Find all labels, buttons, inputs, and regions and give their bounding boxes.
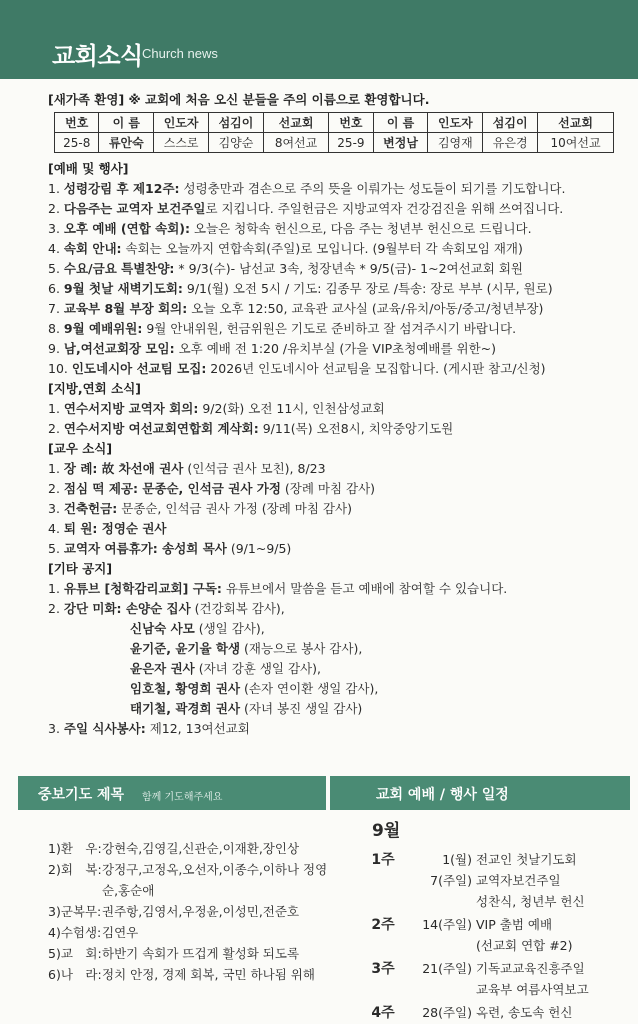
item-number: 5. (48, 541, 64, 556)
flower-donor-reason: (재능으로 봉사 감사), (240, 641, 363, 656)
item-number: 4. (48, 521, 64, 536)
item-number: 2. (48, 421, 64, 436)
item-title: 9월 첫날 새벽기도회: (63, 281, 183, 296)
item-title: 점심 떡 제공: 문종순, 인석금 권사 가정 (63, 481, 281, 496)
list-item (48, 619, 618, 639)
schedule-week (358, 958, 628, 1000)
prayer-subtitle: 함께 기도해주세요 (142, 792, 223, 803)
prayer-row (48, 859, 338, 901)
column-header: 인도자 (428, 113, 483, 133)
item-number: 3. (48, 501, 64, 516)
prayer-row (48, 943, 338, 964)
flower-donor-reason: (자녀 봉진 생일 감사) (240, 701, 363, 716)
week-entries (408, 849, 628, 912)
entry-text: 옥련, 송도속 헌신 (476, 1005, 573, 1020)
item-title: 인도네시아 선교팀 모집: (71, 361, 207, 376)
schedule-entry (408, 891, 628, 912)
worship-list (48, 179, 618, 379)
schedule-title: 교회 예배 / 행사 일정 (376, 787, 509, 803)
item-number: 10. (48, 361, 72, 376)
schedule-week (358, 1002, 628, 1024)
flower-donor-name: 윤기준, 윤기율 학생 (130, 641, 241, 656)
news-content (48, 90, 618, 739)
list-item (48, 539, 618, 559)
entry-text: 교역자보건주일 (476, 873, 561, 888)
bottom-panels (18, 776, 630, 1021)
table-cell: 변정남 (373, 133, 428, 153)
schedule-week (358, 914, 628, 956)
prayer-text: 권주항,김영서,우정윤,이성민,전준호 (102, 904, 300, 919)
column-header: 이 름 (373, 113, 428, 133)
prayer-category: 2)회 복: (48, 862, 102, 877)
schedule-week (358, 849, 628, 912)
worship-heading: [예배 및 행사] (48, 161, 129, 176)
flower-donor-name: 신남숙 사모 (130, 621, 195, 636)
week-entries (408, 914, 628, 956)
list-item (48, 299, 618, 319)
item-number: 1. (48, 401, 64, 416)
column-header: 섬김이 (209, 113, 264, 133)
prayer-category: 1)환 우: (48, 841, 102, 856)
list-item (48, 459, 618, 479)
item-title: 속회 안내: (63, 241, 122, 256)
list-item (48, 239, 618, 259)
item-text: (장례 마침 감사) (280, 481, 376, 496)
table-cell: 류안숙 (99, 133, 154, 153)
prayer-list (48, 838, 338, 985)
list-item (48, 279, 618, 299)
flower-donor-name: 임호철, 황영희 권사 (130, 681, 241, 696)
list-item (48, 679, 618, 699)
item-text: 오늘은 청학속 헌신으로, 다음 주는 청년부 헌신으로 드립니다. (190, 221, 532, 236)
item-number: 3. (48, 721, 64, 736)
item-text: * 9/3(수)- 남선교 3속, 청장년속 * 9/5(금)- 1~2여선교회 회원 (174, 261, 523, 276)
week-label: 2주 (371, 917, 395, 933)
column-header: 번호 (329, 113, 373, 133)
entry-date (408, 979, 476, 1000)
district-heading: [지방,연회 소식] (48, 381, 141, 396)
newcomers-heading (48, 90, 618, 110)
item-number: 3. (48, 221, 64, 236)
week-entries (408, 958, 628, 1000)
item-number: 7. (48, 301, 64, 316)
list-item (48, 699, 618, 719)
item-number: 1. (48, 181, 64, 196)
newcomers-table (54, 112, 614, 153)
prayer-category: 3)군복무: (48, 904, 102, 919)
item-title: 오후 예배 (연합 속회): (63, 221, 190, 236)
prayer-row (48, 964, 338, 985)
item-text: 9/2(화) 오전 11시, 인천삼성교회 (198, 401, 385, 416)
schedule-entry (408, 935, 628, 956)
item-number: 2. (48, 601, 64, 616)
newcomers-label: [새가족 환영] (48, 92, 125, 107)
list-item (48, 199, 618, 219)
table-cell: 유은경 (483, 133, 538, 153)
table-cell: 김양순 (209, 133, 264, 153)
entry-date: 7(주일) (430, 873, 472, 888)
list-item (48, 359, 618, 379)
column-header: 선교회 (538, 113, 614, 133)
schedule-entry (408, 1002, 628, 1023)
list-item (48, 399, 618, 419)
item-text: 성령충만과 겸손으로 주의 뜻을 이뤄가는 성도들이 되기를 기도합니다. (179, 181, 566, 196)
flower-donor-name: 손양순 집사 (121, 601, 191, 616)
table-cell: 김영재 (428, 133, 483, 153)
week-entries (408, 1002, 628, 1024)
list-item (48, 319, 618, 339)
list-item (48, 419, 618, 439)
item-text: 9/11(목) 오전8시, 치악중앙기도원 (258, 421, 454, 436)
schedule-entry (408, 849, 628, 870)
item-text: (9/1~9/5) (226, 541, 292, 556)
list-item (48, 219, 618, 239)
item-number: 5. (48, 261, 64, 276)
entry-date: 14(주일) (422, 917, 472, 932)
item-title: 건축헌금: (63, 501, 118, 516)
entry-date: 21(주일) (422, 961, 472, 976)
flower-donor-reason: (건강회복 감사), (190, 601, 285, 616)
table-cell: 10여선교 (538, 133, 614, 153)
week-label: 1주 (371, 852, 395, 868)
table-cell: 25-8 (55, 133, 99, 153)
column-header: 선교회 (263, 113, 328, 133)
list-item (48, 179, 618, 199)
column-header: 이 름 (99, 113, 154, 133)
list-item (48, 479, 618, 499)
prayer-text: 하반기 속회가 뜨겁게 활성화 되도록 (102, 946, 300, 961)
entry-text: 전교인 첫날기도회 (476, 852, 577, 867)
other-heading: [기타 공지] (48, 561, 113, 576)
item-title: 남,여선교회장 모임: (63, 341, 175, 356)
item-text: 문종순, 인석금 권사 가정 (장례 마침 감사) (117, 501, 352, 516)
item-title: 유튜브 [청학감리교회] 구독: (63, 581, 222, 596)
item-title: 연수서지방 교역자 회의: (63, 401, 199, 416)
item-number: 2. (48, 201, 64, 216)
column-header: 인도자 (154, 113, 209, 133)
header-bar (0, 0, 638, 79)
list-item (48, 259, 618, 279)
district-list (48, 399, 618, 439)
prayer-category: 6)나 라: (48, 967, 102, 982)
table-cell: 25-9 (329, 133, 373, 153)
prayer-row (48, 901, 338, 922)
week-label: 3주 (371, 961, 395, 977)
flower-donor-reason: (자녀 강훈 생일 감사), (194, 661, 321, 676)
item-title: 주일 식사봉사: (63, 721, 146, 736)
entry-text: VIP 출범 예배 (476, 917, 553, 932)
flower-donor-name: 윤은자 권사 (130, 661, 195, 676)
item-text: 오후 예배 전 1:20 /유치부실 (가을 VIP초청예배를 위한~) (174, 341, 497, 356)
item-text: 오늘 오후 12:50, 교육관 교사실 (교육/유치/아동/중고/청년부장) (187, 301, 544, 316)
page-subtitle: Church news (142, 46, 218, 61)
prayer-row (48, 922, 338, 943)
item-number: 4. (48, 241, 64, 256)
entry-text: 교육부 여름사역보고 (476, 982, 589, 997)
schedule-entry (408, 979, 628, 1000)
entry-text: 성찬식, 청년부 헌신 (476, 894, 585, 909)
item-title: 수요/금요 특별찬양: (63, 261, 175, 276)
item-number: 2. (48, 481, 64, 496)
prayer-category: 5)교 회: (48, 946, 102, 961)
entry-date: 1(월) (442, 852, 472, 867)
item-title: 9월 예배위원: (63, 321, 143, 336)
members-heading: [교우 소식] (48, 441, 113, 456)
prayer-panel-header (18, 776, 326, 810)
entry-date (408, 935, 476, 956)
prayer-title: 중보기도 제목 (38, 787, 125, 803)
item-title: 강단 미화: (63, 601, 122, 616)
prayer-text: 강정구,고정옥,오선자,이종수,이하나 정영순,홍순애 (102, 862, 328, 898)
item-title: 성령강림 후 제12주: (63, 181, 180, 196)
entry-date (408, 891, 476, 912)
entry-text: (선교회 연합 #2) (476, 938, 573, 953)
list-item (48, 639, 618, 659)
item-text: 로 지킵니다. 주일헌금은 지방교역자 건강검진을 위해 쓰여집니다. (205, 201, 564, 216)
item-text: 속회는 오늘까지 연합속회(주일)로 모입니다. (9월부터 각 속회모임 재개) (121, 241, 523, 256)
prayer-text: 정치 안정, 경제 회복, 국민 하나됨 위해 (102, 967, 315, 982)
item-number: 1. (48, 581, 64, 596)
table-row (55, 133, 614, 153)
table-header-row (55, 113, 614, 133)
schedule-entry (408, 914, 628, 935)
item-text: 제12, 13여선교회 (145, 721, 250, 736)
item-title: 퇴 원: 정영순 권사 (63, 521, 167, 536)
item-number: 6. (48, 281, 64, 296)
schedule-entry (408, 958, 628, 979)
week-label: 4주 (371, 1005, 395, 1021)
item-text: 9/1(월) 오전 5시 / 기도: 김종무 장로 /특송: 장로 부부 (시무, 원로) (182, 281, 553, 296)
schedule-panel-header (330, 776, 630, 810)
entry-date: 28(주일) (422, 1005, 472, 1020)
flower-donor-reason: (손자 연이환 생일 감사), (240, 681, 379, 696)
list-item (48, 659, 618, 679)
members-list (48, 459, 618, 559)
item-title: 연수서지방 여선교회연합회 계삭회: (63, 421, 259, 436)
schedule-entry (408, 870, 628, 891)
prayer-category: 4)수험생: (48, 925, 102, 940)
other-list (48, 579, 618, 739)
item-text: 2026년 인도네시아 선교팀을 모집합니다. (게시판 참고/신청) (206, 361, 546, 376)
newcomers-note: ※ 교회에 처음 오신 분들을 주의 이름으로 환영합니다. (128, 92, 430, 107)
schedule-list (358, 816, 628, 1024)
item-number: 9. (48, 341, 64, 356)
schedule-month: 9월 (372, 821, 401, 841)
list-item (48, 579, 618, 599)
prayer-text: 김연우 (102, 925, 139, 940)
item-title: 교역자 여름휴가: 송성희 목사 (63, 541, 227, 556)
table-cell: 8여선교 (263, 133, 328, 153)
item-text: 9월 안내위원, 헌금위원은 기도로 준비하고 잘 섬겨주시기 바랍니다. (142, 321, 517, 336)
column-header: 번호 (55, 113, 99, 133)
prayer-row (48, 838, 338, 859)
flower-donor-reason: (생일 감사), (194, 621, 265, 636)
flower-donor-name: 태기철, 곽경희 권사 (130, 701, 241, 716)
entry-text: 기독교교육진흥주일 (476, 961, 585, 976)
prayer-text: 강현숙,김영길,신관순,이재환,장인상 (102, 841, 300, 856)
list-item (48, 519, 618, 539)
list-item (48, 499, 618, 519)
list-item (48, 339, 618, 359)
item-title: 장 례: 故 차선애 권사 (63, 461, 184, 476)
item-title: 교육부 8월 부장 회의: (63, 301, 188, 316)
item-text: (인석금 권사 모친), 8/23 (183, 461, 326, 476)
list-item (48, 719, 618, 739)
page-title: 교회소식 (52, 42, 143, 70)
item-text: 유튜브에서 말씀을 듣고 예배에 참여할 수 있습니다. (221, 581, 508, 596)
table-cell: 스스로 (154, 133, 209, 153)
item-title: 다음주는 교역자 보건주일 (63, 201, 206, 216)
item-number: 8. (48, 321, 64, 336)
list-item (48, 599, 618, 619)
item-number: 1. (48, 461, 64, 476)
column-header: 섬김이 (483, 113, 538, 133)
